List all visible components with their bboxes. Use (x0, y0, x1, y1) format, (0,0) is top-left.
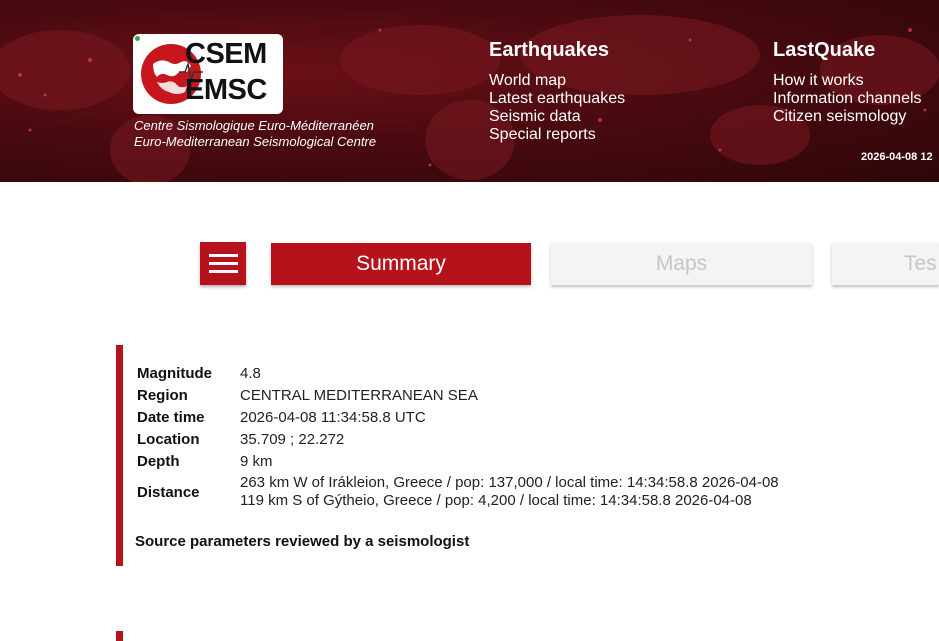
table-row (137, 450, 779, 472)
depth-value: 9 km (240, 452, 273, 470)
nav-earthquakes (489, 39, 625, 144)
table-row (137, 406, 779, 428)
nav-link-world-map[interactable]: World map (489, 72, 567, 89)
review-status: Source parameters reviewed by a seismologist (135, 533, 470, 550)
menu-icon-bar (209, 254, 238, 257)
nav-link-citizen-seismology[interactable]: Citizen seismology (773, 108, 907, 125)
distance-value (240, 472, 779, 512)
table-row (137, 362, 779, 384)
tab-maps[interactable]: Maps (551, 243, 812, 285)
menu-icon-bar (209, 262, 238, 265)
magnitude-value: 4.8 (240, 364, 261, 382)
distance-label: Distance (137, 483, 200, 501)
site-header (0, 0, 939, 182)
distance-irakleion: 263 km W of Irákleion, Greece / pop: 137,000 / local time: 14:34:58.8 2026-04-08 (240, 474, 779, 491)
logo-csem-text: CSEM (185, 38, 267, 70)
nav-earthquakes-title[interactable]: Earthquakes (489, 39, 610, 61)
nav-lastquake (773, 39, 922, 126)
event-summary-panel (116, 345, 883, 566)
event-parameters-table (137, 362, 779, 512)
menu-icon-bar (209, 270, 238, 273)
logo-emsc-text: EMSC (185, 74, 267, 106)
nav-link-how-it-works[interactable]: How it works (773, 72, 864, 89)
depth-label: Depth (137, 452, 180, 470)
region-label: Region (137, 386, 188, 404)
datetime-label: Date time (137, 408, 205, 426)
nav-lastquake-title[interactable]: LastQuake (773, 39, 876, 61)
tab-testimonies[interactable]: Tes (832, 243, 939, 285)
location-label: Location (137, 430, 200, 448)
distance-gytheio: 119 km S of Gýtheio, Greece / pop: 4,200 / local time: 14:34:58.8 2026-04-08 (240, 492, 752, 509)
tagline-french: Centre Sismologique Euro-Méditerranéen (134, 118, 374, 133)
region-value: CENTRAL MEDITERRANEAN SEA (240, 386, 478, 404)
table-row (137, 384, 779, 406)
datetime-value: 2026-04-08 11:34:58.8 UTC (240, 408, 426, 426)
emsc-logo[interactable] (133, 34, 283, 114)
nav-link-seismic-data[interactable]: Seismic data (489, 108, 581, 125)
logo-status-dot (135, 36, 140, 41)
table-row (137, 428, 779, 450)
hamburger-menu-button[interactable] (200, 242, 246, 285)
table-row (137, 472, 779, 512)
header-datetime: 2026-04-08 12 (861, 151, 933, 163)
next-panel-border (116, 631, 123, 641)
tagline-english: Euro-Mediterranean Seismological Centre (134, 134, 377, 149)
magnitude-label: Magnitude (137, 364, 212, 382)
nav-link-information-channels[interactable]: Information channels (773, 90, 922, 107)
tab-summary[interactable]: Summary (271, 243, 531, 285)
location-value: 35.709 ; 22.272 (240, 430, 345, 448)
nav-link-latest-earthquakes[interactable]: Latest earthquakes (489, 90, 626, 107)
nav-link-special-reports[interactable]: Special reports (489, 126, 596, 143)
